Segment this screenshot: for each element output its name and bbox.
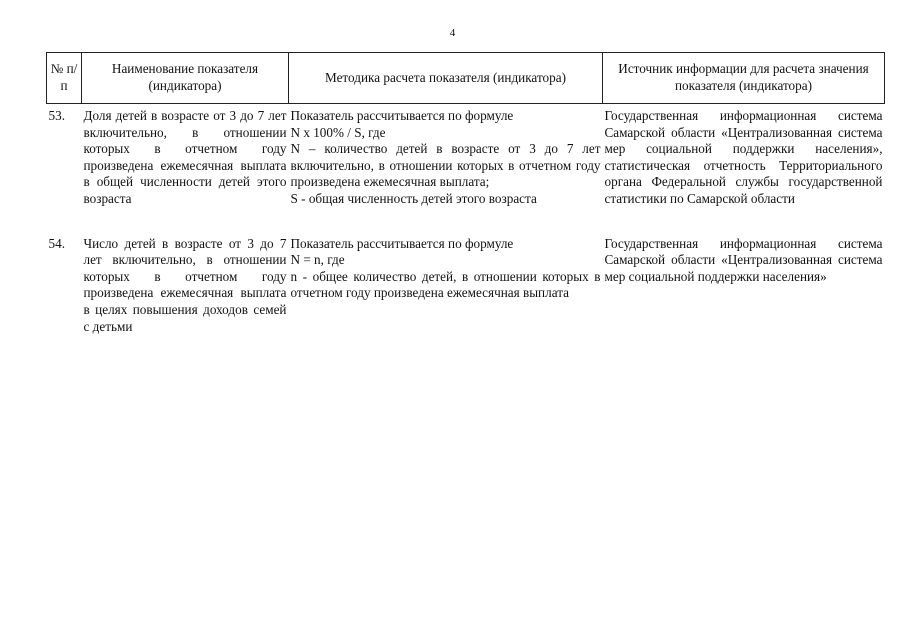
header-name: Наименование показателя (индикатора) xyxy=(82,53,289,104)
indicator-method xyxy=(289,232,603,336)
method-line: N – количество детей в возрасте от 3 до 7 лет включительно, в отношении которых в отчетном году произведена ежемесячная выплата; xyxy=(290,141,601,190)
method-line: Показатель рассчитывается по формуле xyxy=(290,235,514,251)
row-spacer xyxy=(47,208,885,232)
method-line: S - общая численность детей этого возраста xyxy=(290,190,537,206)
header-method: Методика расчета показателя (индикатора) xyxy=(289,53,603,104)
indicator-method xyxy=(289,104,603,208)
indicator-name: Число детей в возрасте от 3 до 7 лет включительно, в отношении которых в отчетном году произведена ежемесячная выплата в целях повышения доходов семей с детьми xyxy=(83,235,287,334)
indicator-source: Государственная информационная система Самарской области «Централизованная система мер социальной поддержки населения», статистическая отчетность Территориального органа Федеральной службы государственной статистики по Самарской области xyxy=(604,108,883,206)
method-formula: N x 100% / S, где xyxy=(290,124,386,140)
table-header-row xyxy=(47,53,885,104)
method-line: n - общее количество детей, в отношении которых в отчетном году произведена ежемесячная выплата xyxy=(290,268,601,301)
page-number: 4 xyxy=(449,27,456,39)
row-number: 54. xyxy=(48,235,65,251)
indicator-source: Государственная информационная система Самарской области «Централизованная система мер социальной поддержки населения» xyxy=(604,235,883,284)
table-row xyxy=(47,232,885,336)
method-line: Показатель рассчитывается по формуле xyxy=(290,108,514,123)
header-num: № п/п xyxy=(47,53,82,104)
table-row xyxy=(47,104,885,208)
indicators-table xyxy=(46,52,885,335)
row-number: 53. xyxy=(48,108,65,123)
header-source: Источник информации для расчета значения показателя (индикатора) xyxy=(603,53,885,104)
method-formula: N = n, где xyxy=(290,252,345,268)
indicator-name: Доля детей в возрасте от 3 до 7 лет включительно, в отношении которых в отчетном году произведена ежемесячная выплата в общей численности детей этого возраста xyxy=(83,108,287,206)
